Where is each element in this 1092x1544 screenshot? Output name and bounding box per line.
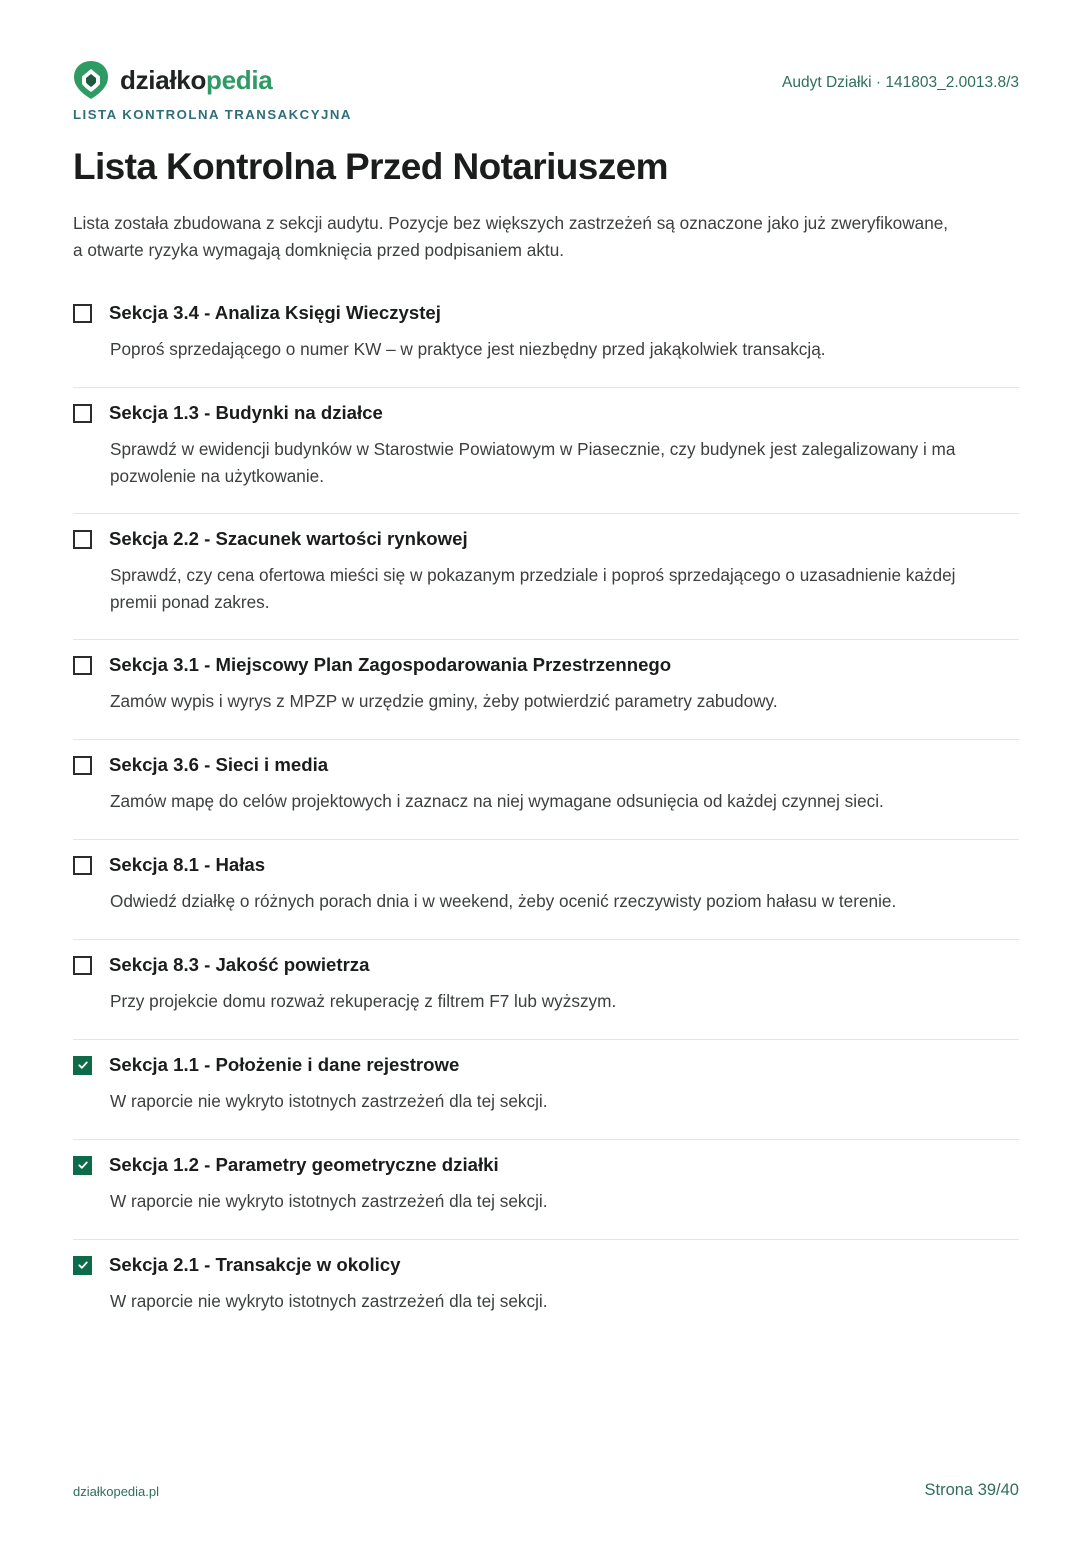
page-number: Strona 39/40 <box>924 1481 1019 1499</box>
checklist-item-description: W raporcie nie wykryto istotnych zastrzeżeń dla tej sekcji. <box>110 1191 548 1211</box>
checklist-item-title: Sekcja 2.2 - Szacunek wartości rynkowej <box>109 528 468 549</box>
checklist-item-title: Sekcja 3.6 - Sieci i media <box>109 754 329 775</box>
checklist-item-header <box>73 396 1019 430</box>
checkbox-unchecked[interactable] <box>73 756 92 775</box>
checklist-item-title: Sekcja 3.1 - Miejscowy Plan Zagospodarowania Przestrzennego <box>109 654 672 675</box>
checklist-item-title: Sekcja 1.2 - Parametry geometryczne działki <box>109 1154 499 1175</box>
checkbox-unchecked[interactable] <box>73 956 92 975</box>
checkbox-unchecked[interactable] <box>73 856 92 875</box>
checklist-item-header <box>73 948 1019 982</box>
page-header <box>73 58 1019 128</box>
checklist-item <box>73 648 1019 740</box>
checklist-item <box>73 1248 1019 1340</box>
checkbox-unchecked[interactable] <box>73 404 92 423</box>
brand-name: działkopedia <box>120 65 273 95</box>
brand-logo <box>73 60 272 100</box>
page-title: Lista Kontrolna Przed Notariuszem <box>73 146 668 187</box>
checklist-item-header <box>73 1048 1019 1082</box>
checklist-item-description: W raporcie nie wykryto istotnych zastrzeżeń dla tej sekcji. <box>110 1291 548 1311</box>
checklist-item-title: Sekcja 8.1 - Hałas <box>109 854 266 875</box>
checklist-item <box>73 848 1019 940</box>
checklist-item-description: Odwiedź działkę o różnych porach dnia i w weekend, żeby ocenić rzeczywisty poziom hałasu w terenie. <box>110 891 897 911</box>
checklist-item-header <box>73 748 1019 782</box>
map-pin-leaf-icon <box>73 60 109 100</box>
checklist-item-description: Przy projekcie domu rozważ rekuperację z filtrem F7 lub wyższym. <box>110 991 617 1011</box>
checklist-item-header <box>73 522 1019 556</box>
checklist-item-header <box>73 296 1019 330</box>
footer-site-link[interactable]: działkopedia.pl <box>73 1484 160 1499</box>
checklist-item-title: Sekcja 8.3 - Jakość powietrza <box>109 954 370 975</box>
checklist-item-title: Sekcja 3.4 - Analiza Księgi Wieczystej <box>109 302 441 323</box>
checklist-item <box>73 522 1019 640</box>
checkbox-unchecked[interactable] <box>73 656 92 675</box>
checklist-item-header <box>73 1248 1019 1282</box>
checklist-item-description: Sprawdź, czy cena ofertowa mieści się w pokazanym przedziale i poproś sprzedającego o uzasadnienie każdej premii ponad zakres. <box>110 565 956 612</box>
checklist-item-header <box>73 848 1019 882</box>
checklist-item-title: Sekcja 1.1 - Położenie i dane rejestrowe <box>109 1054 460 1075</box>
checkmark-icon <box>77 1259 89 1271</box>
checklist-item-description: Zamów mapę do celów projektowych i zaznacz na niej wymagane odsunięcia od każdej czynnej sieci. <box>110 791 884 811</box>
document-label: LISTA KONTROLNA TRANSAKCYJNA <box>73 107 352 122</box>
checkbox-unchecked[interactable] <box>73 530 92 549</box>
checklist-item <box>73 1048 1019 1140</box>
checklist-item-title: Sekcja 2.1 - Transakcje w okolicy <box>109 1254 401 1275</box>
checklist-item-title: Sekcja 1.3 - Budynki na działce <box>109 402 383 423</box>
checklist-item-header <box>73 1148 1019 1182</box>
checkmark-icon <box>77 1059 89 1071</box>
checkbox-unchecked[interactable] <box>73 304 92 323</box>
checklist-item-description: Poproś sprzedającego o numer KW – w praktyce jest niezbędny przed jakąkolwiek transakcją. <box>110 339 826 359</box>
checklist <box>73 296 1019 1340</box>
checklist-item <box>73 748 1019 840</box>
audit-reference: Audyt Działki · 141803_2.0013.8/3 <box>782 74 1019 91</box>
checklist-item <box>73 396 1019 514</box>
checklist-item-description: W raporcie nie wykryto istotnych zastrzeżeń dla tej sekcji. <box>110 1091 548 1111</box>
checkbox-checked[interactable] <box>73 1156 92 1175</box>
checklist-item-description: Sprawdź w ewidencji budynków w Starostwie Powiatowym w Piasecznie, czy budynek jest zalegalizowany i ma pozwolenie na użytkowanie. <box>110 439 956 486</box>
intro-paragraph: Lista została zbudowana z sekcji audytu. Pozycje bez większych zastrzeżeń są oznaczone jako już zweryfikowane, a otwarte ryzyka wymagają domknięcia przed podpisaniem aktu. <box>73 213 949 260</box>
checklist-item-description: Zamów wypis i wyrys z MPZP w urzędzie gminy, żeby potwierdzić parametry zabudowy. <box>110 691 778 711</box>
checkbox-checked[interactable] <box>73 1056 92 1075</box>
checkbox-checked[interactable] <box>73 1256 92 1275</box>
checklist-item-header <box>73 648 1019 682</box>
checklist-item <box>73 296 1019 388</box>
checkmark-icon <box>77 1159 89 1171</box>
checklist-item <box>73 948 1019 1040</box>
checklist-item <box>73 1148 1019 1240</box>
